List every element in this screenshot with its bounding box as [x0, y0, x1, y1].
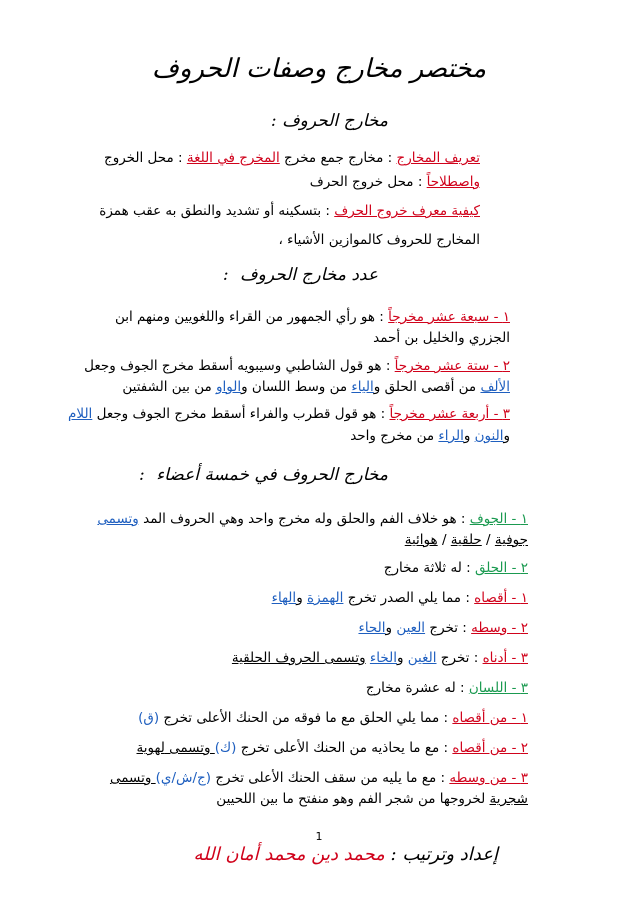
count-item-2-term: ٢ - ستة عشر مخرجاً	[394, 358, 510, 374]
footer-credit	[194, 840, 498, 870]
halq-item-2: ٢ - وسطه : تخرج العين والحاء	[358, 620, 528, 636]
lisan-item-2: ٢ - من أقصاه : مع ما يحاذيه من الحنك الأعلى تخرج (ك) وتسمى لهوية	[136, 740, 528, 756]
method-line-2: المخارج للحروف كالموازين الأشياء ،	[278, 232, 480, 248]
lisan-item-3-line-2: شجرية لخروجها من شجر الفم وهو منفتح ما بين اللحيين	[216, 791, 528, 807]
count-item-3-line-2: والنون والراء من مخرج واحد	[350, 428, 510, 444]
section-heading-count	[223, 262, 378, 288]
count-item-3-term: ٣ - أربعة عشر مخرجاً	[389, 406, 510, 422]
lisan-item-1: ١ - من أقصاه : مما يلي الحلق مع ما فوقه من الحنك الأعلى تخرج (ق)	[138, 710, 528, 726]
count-item-2: ٢ - ستة عشر مخرجاً : هو قول الشاطبي وسيبويه أسقط مخرج الجوف وجعل	[84, 358, 510, 374]
definition-term-lugha: المخرج في اللغة	[186, 150, 280, 166]
count-item-2-line-2: الألف من أقصى الحلق والياء من وسط اللسان والواو من بين الشفتين	[122, 379, 510, 395]
count-item-1: ١ - سبعة عشر مخرجاً : هو رأي الجمهور من القراء واللغويين ومنهم ابن	[114, 309, 510, 325]
section-heading-text: عدد مخارج الحروف	[240, 265, 378, 285]
section-heading-text: مخارج الحروف في خمسة أعضاء	[156, 465, 388, 485]
document-title: مختصر مخارج وصفات الحروف	[151, 54, 487, 84]
method-term: كيفية معرف خروج الحرف	[334, 203, 480, 219]
section-heading-makharij	[271, 108, 388, 134]
page-number: 1	[315, 830, 323, 843]
halq-item-1: ١ - أقصاه : مما يلي الصدر تخرج الهمزة والهاء	[271, 590, 528, 606]
footer-label: إعداد وترتيب :	[384, 844, 498, 865]
organ-item-halq: ٢ - الحلق : له ثلاثة مخارج	[383, 560, 528, 576]
organ-halq-term: ٢ - الحلق	[474, 560, 528, 576]
count-item-1-line-2: الجزري والخليل بن أحمد	[373, 330, 510, 346]
section-heading-five-organs	[139, 462, 388, 488]
method-line: كيفية معرف خروج الحرف : بتسكينه أو تشديد والنطق به عقب همزة	[99, 203, 480, 219]
organ-jawf-term: ١ - الجوف	[469, 511, 528, 527]
section-heading-text: مخارج الحروف	[282, 111, 388, 131]
organ-lisan-term: ٣ - اللسان	[468, 680, 528, 696]
definition-term: تعريف المخارج	[396, 150, 480, 166]
definition-line: تعريف المخارج : مخارج جمع مخرج المخرج في اللغة : محل الخروج	[103, 150, 480, 166]
lisan-item-3: ٣ - من وسطه : مع ما يليه من سقف الحنك الأعلى تخرج (ج/ش/ي) وتسمى	[109, 770, 528, 786]
organ-item-jawf: ١ - الجوف : هو خلاف الفم والحلق وله مخرج واحد وهي الحروف المد وتسمى	[97, 511, 528, 527]
section-heading-colon: :	[139, 465, 145, 485]
organ-jawf-line-2: جوفية / حلقية / هوائية	[404, 532, 528, 548]
footer-author: محمد دين محمد أمان الله	[193, 844, 385, 865]
organ-item-lisan: ٣ - اللسان : له عشرة مخارج	[365, 680, 528, 696]
definition-istilah-line: واصطلاحاً : محل خروج الحرف	[309, 174, 480, 190]
halq-item-3: ٣ - أدناه : تخرج الغين والخاء وتسمى الحروف الحلقية	[231, 650, 528, 666]
count-item-1-term: ١ - سبعة عشر مخرجاً	[388, 309, 510, 325]
section-heading-colon: :	[270, 111, 277, 131]
count-item-3: ٣ - أربعة عشر مخرجاً : هو قول قطرب والفراء أسقط مخرج الجوف وجعل اللام	[68, 406, 510, 422]
section-heading-colon: :	[222, 265, 229, 285]
definition-istilah-term: واصطلاحاً	[426, 174, 480, 190]
